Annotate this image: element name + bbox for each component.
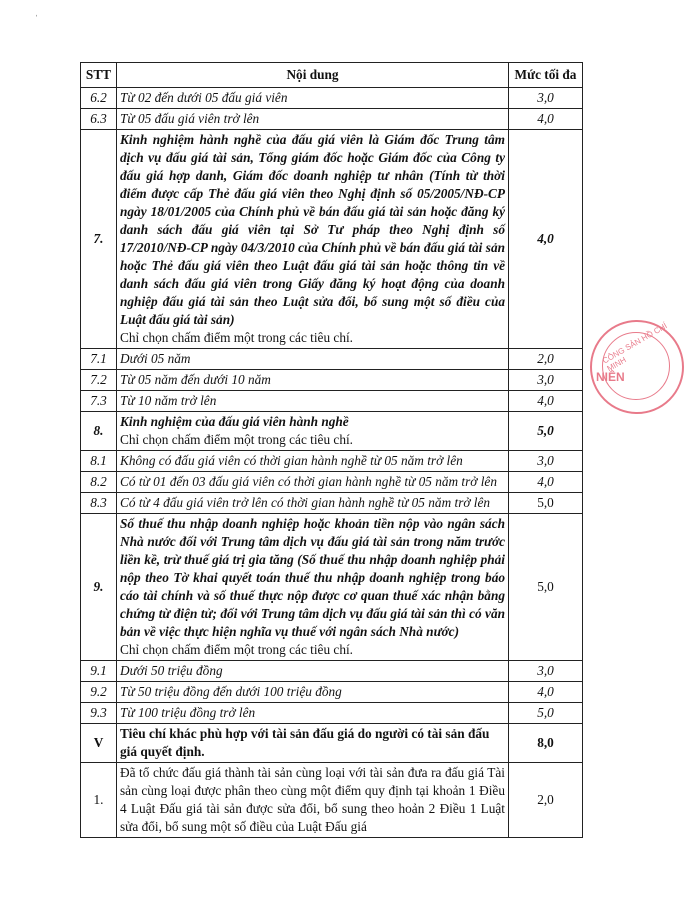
table-row — [81, 493, 583, 514]
row-stt: 8.3 — [81, 493, 117, 514]
row-score: 4,0 — [509, 130, 583, 349]
row-text: Từ 05 năm đến dưới 10 năm — [117, 370, 509, 391]
table-row — [81, 682, 583, 703]
row-stt: 6.3 — [81, 109, 117, 130]
table-row — [81, 472, 583, 493]
row-score: 2,0 — [509, 349, 583, 370]
row-score: 4,0 — [509, 109, 583, 130]
row-score: 3,0 — [509, 88, 583, 109]
row-text: Từ 10 năm trở lên — [117, 391, 509, 412]
row-note: Chỉ chọn chấm điểm một trong các tiêu chí. — [120, 432, 354, 447]
seal-arc-text: CÔNG SẢN HỒ CHÍ MINH — [600, 321, 669, 374]
row-stt: 7.3 — [81, 391, 117, 412]
row-text: Từ 100 triệu đồng trở lên — [117, 703, 509, 724]
table-row — [81, 88, 583, 109]
row-score: 3,0 — [509, 661, 583, 682]
row-text: Đã tổ chức đấu giá thành tài sản cùng loại với tài sản đưa ra đấu giá Tài sản cùng loại được phân theo cùng một điểm quy định tại khoản 1 Điều 4 Luật Đấu giá tài sản được sửa đổi, bổ sung theo hoản 2 Điều 1 Luật sửa đổi, bổ sung một số điều của Luật Đấu giá — [117, 763, 509, 838]
row-score: 4,0 — [509, 472, 583, 493]
seal-center-text: NIÊN — [596, 370, 625, 384]
row-text: Dưới 50 triệu đồng — [117, 661, 509, 682]
table-row — [81, 391, 583, 412]
row-score: 3,0 — [509, 370, 583, 391]
row-stt: 1. — [81, 763, 117, 838]
row-stt: 8.2 — [81, 472, 117, 493]
table-row — [81, 763, 583, 838]
row-score: 5,0 — [509, 514, 583, 661]
row-stt: 7.2 — [81, 370, 117, 391]
row-text: Tiêu chí khác phù hợp với tài sản đấu giá do người có tài sản đấu giá quyết định. — [117, 724, 509, 763]
row-stt: 9.3 — [81, 703, 117, 724]
header-content: Nội dung — [117, 63, 509, 88]
table-row — [81, 451, 583, 472]
row-score: 8,0 — [509, 724, 583, 763]
row-text: Từ 50 triệu đồng đến dưới 100 triệu đồng — [117, 682, 509, 703]
row-score: 3,0 — [509, 451, 583, 472]
row-text: Kinh nghiệm của đấu giá viên hành nghề — [120, 414, 349, 429]
row-score: 5,0 — [509, 493, 583, 514]
table-row — [81, 370, 583, 391]
row-stt: 7.1 — [81, 349, 117, 370]
row-cell — [117, 412, 509, 451]
table-row — [81, 661, 583, 682]
row-score: 2,0 — [509, 763, 583, 838]
row-text: Từ 02 đến dưới 05 đấu giá viên — [117, 88, 509, 109]
row-text: Kinh nghiệm hành nghề của đấu giá viên là Giám đốc Trung tâm dịch vụ đấu giá tài sản, Tổng giám đốc hoặc Giám đốc của Công ty đấu giá hợp danh, Giám đốc doanh nghiệp tư nhân (Tính từ thời điểm được cấp Thẻ đấu giá viên theo Nghị định số 05/2005/NĐ-CP ngày 18/01/2005 của Chính phủ về bán đấu giá tài sản hoặc đăng ký danh sách đấu giá viên tại Sở Tư pháp theo Nghị định số 17/2010/NĐ-CP ngày 04/3/2010 của Chính phủ về bán đấu giá tài sản hoặc Thẻ đấu giá viên theo Luật đấu giá tài sản hoặc thông tin về danh sách đấu giá viên trong Giấy đăng ký hoạt động của doanh nghiệp đấu giá tài sản theo Luật sửa đổi, bổ sung một số điều của Luật đấu giá tài sản) — [120, 132, 505, 327]
row-stt: 7. — [81, 130, 117, 349]
row-text: Không có đấu giá viên có thời gian hành nghề từ 05 năm trở lên — [117, 451, 509, 472]
table-row — [81, 130, 583, 349]
table-row — [81, 412, 583, 451]
row-text: Dưới 05 năm — [117, 349, 509, 370]
row-text: Số thuế thu nhập doanh nghiệp hoặc khoản tiền nộp vào ngân sách Nhà nước đối với Trung tâm dịch vụ đấu giá tài sản trong năm trước liền kề, trừ thuế giá trị gia tăng (Số thuế thu nhập doanh nghiệp phải nộp theo Tờ khai quyết toán thuế thu nhập doanh nghiệp trong báo cáo tài chính và số thuế thực nộp được cơ quan thuế xác nhận bằng chứng từ điện tử; đối với Trung tâm dịch vụ đấu giá tài sản thì có văn bản về việc thực hiện nghĩa vụ thuế với ngân sách Nhà nước) — [120, 516, 505, 639]
row-score: 5,0 — [509, 703, 583, 724]
criteria-table-wrapper — [80, 62, 582, 838]
row-stt: V — [81, 724, 117, 763]
row-score: 5,0 — [509, 412, 583, 451]
row-text: Có từ 4 đấu giá viên trở lên có thời gian hành nghề từ 05 năm trở lên — [117, 493, 509, 514]
criteria-table — [80, 62, 583, 838]
table-row — [81, 514, 583, 661]
row-cell — [117, 514, 509, 661]
row-stt: 6.2 — [81, 88, 117, 109]
row-stt: 8.1 — [81, 451, 117, 472]
table-row — [81, 703, 583, 724]
row-score: 4,0 — [509, 391, 583, 412]
table-header-row — [81, 63, 583, 88]
row-cell — [117, 130, 509, 349]
scan-mark: ˈ — [35, 14, 39, 25]
row-text: Có từ 01 đến 03 đấu giá viên có thời gian hành nghề từ 05 năm trở lên — [117, 472, 509, 493]
row-note: Chỉ chọn chấm điểm một trong các tiêu chí. — [120, 330, 354, 345]
header-max: Mức tối đa — [509, 63, 583, 88]
row-stt: 9. — [81, 514, 117, 661]
table-row — [81, 349, 583, 370]
table-row — [81, 109, 583, 130]
red-seal-stamp — [590, 320, 684, 414]
row-stt: 9.1 — [81, 661, 117, 682]
row-score: 4,0 — [509, 682, 583, 703]
row-text: Từ 05 đấu giá viên trở lên — [117, 109, 509, 130]
table-row — [81, 724, 583, 763]
header-stt: STT — [81, 63, 117, 88]
row-stt: 9.2 — [81, 682, 117, 703]
row-note: Chỉ chọn chấm điểm một trong các tiêu chí. — [120, 642, 354, 657]
row-stt: 8. — [81, 412, 117, 451]
